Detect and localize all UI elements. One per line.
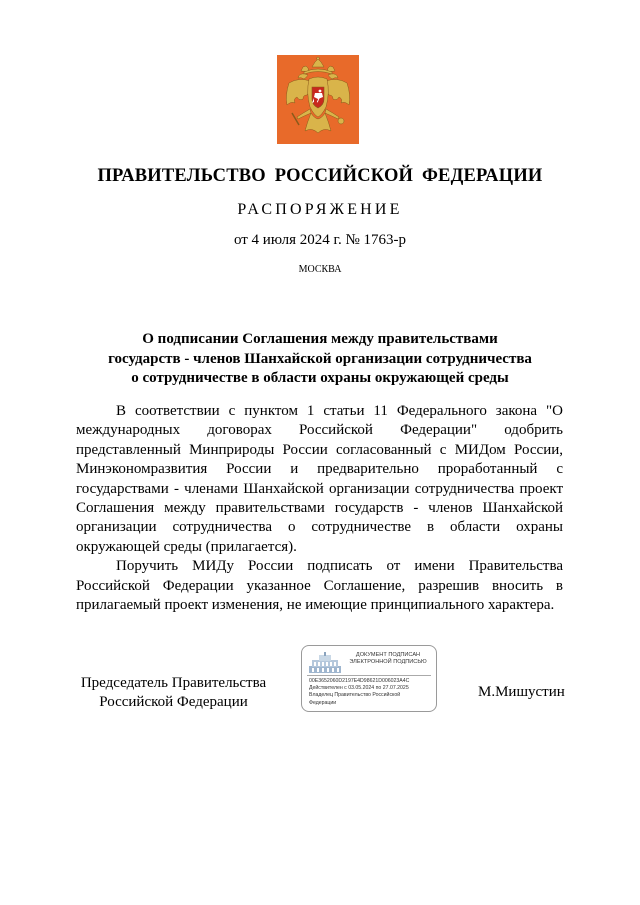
- body-paragraph: Поручить МИДу России подписать от имени Правительства Российской Федерации указанное Соглашение, разрешив вносить в прилагаемый проект изменения, не имеющие принципиального характера.: [76, 558, 563, 614]
- stamp-title-line: ЭЛЕКТРОННОЙ ПОДПИСЬЮ: [349, 659, 427, 666]
- document-type: РАСПОРЯЖЕНИЕ: [237, 201, 403, 218]
- stamp-owner: Федерации: [309, 699, 337, 706]
- stamp-title: [342, 652, 434, 667]
- subject-line: О подписании Соглашения между правительствами: [142, 331, 498, 347]
- document-city: МОСКВА: [298, 264, 342, 275]
- body-paragraph: В соответствии с пунктом 1 статьи 11 Федерального закона "О международных договорах Российской Федерации" одобрить представленный Минприроды России согласованный с МИДом России, Минэкономразвития России и предварительно проработанный с государствами - членами Шанхайской организации сотрудничества проект Соглашения между правительствами государств - членов Шанхайской организации сотрудничества о сотрудничестве в области охраны окружающей среды (прилагается).: [76, 403, 563, 555]
- stamp-details: [309, 678, 435, 707]
- document-body: [76, 402, 563, 615]
- subject-line: государств - членов Шанхайской организации сотрудничества: [108, 350, 532, 367]
- stamp-certificate: 00E3652060D2197E4D98621D006023A4C: [309, 678, 410, 684]
- russian-coat-of-arms-icon: [277, 55, 359, 144]
- signatory-name: М.Мишустин: [478, 684, 565, 700]
- stamp-owner: Владелец Правительство Российской: [309, 692, 401, 699]
- signatory-role-line: Российской Федерации: [99, 694, 248, 710]
- coat-of-arms-emblem: [277, 55, 359, 144]
- government-title: ПРАВИТЕЛЬСТВО РОССИЙСКОЙ ФЕДЕРАЦИИ: [97, 166, 543, 186]
- electronic-signature-stamp: [301, 645, 437, 712]
- government-building-icon: [308, 652, 342, 674]
- signatory-role: [76, 674, 271, 712]
- document-date-number: от 4 июля 2024 г. № 1763-р: [233, 232, 407, 248]
- stamp-title-line: ДОКУМЕНТ ПОДПИСАН: [355, 652, 421, 658]
- document-subject: [60, 330, 580, 389]
- subject-line: о сотрудничестве в области охраны окружающей среды: [131, 370, 509, 386]
- signatory-role-line: Председатель Правительства: [80, 675, 267, 691]
- stamp-validity: Действителен с 03.05.2024 по 27.07.2025: [309, 685, 409, 692]
- stamp-divider: [307, 675, 431, 676]
